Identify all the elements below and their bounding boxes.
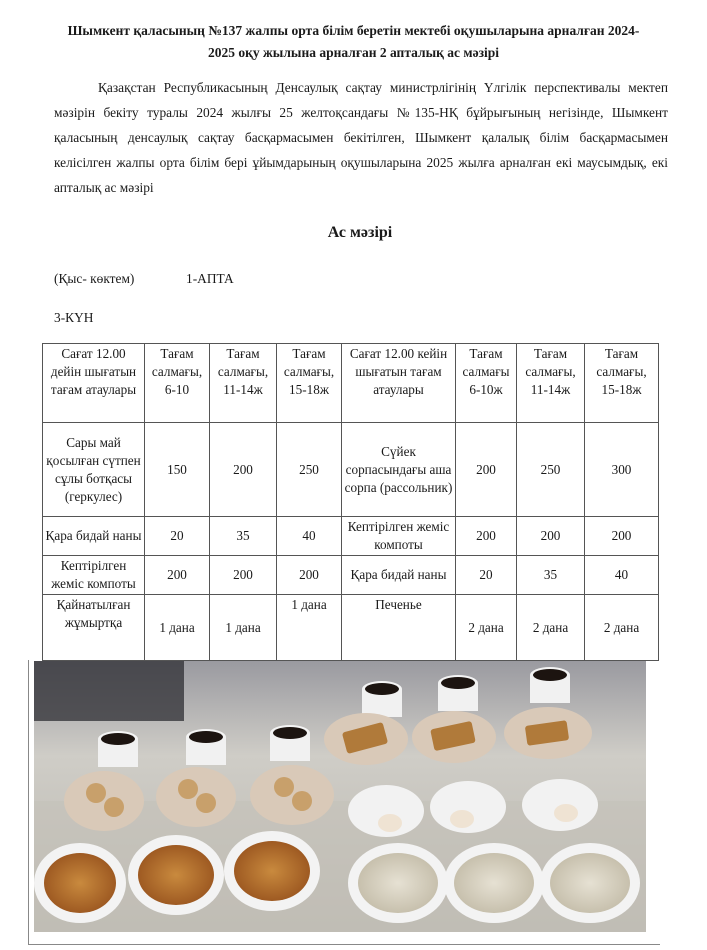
table-row <box>43 423 659 517</box>
table-cell: 20 <box>145 517 210 556</box>
table-cell: 200 <box>517 517 585 556</box>
meal-photo-illustration <box>34 661 646 932</box>
table-cell: Қайнатылған жұмыртқа <box>43 595 145 661</box>
table-cell: 20 <box>456 556 517 595</box>
table-cell: 40 <box>277 517 342 556</box>
table-cell: 1 дана <box>145 595 210 661</box>
table-cell: Қара бидай наны <box>43 517 145 556</box>
table-cell: Кептірілген жеміс компоты <box>43 556 145 595</box>
table-cell: 35 <box>210 517 277 556</box>
meal-photo <box>34 661 646 932</box>
table-row <box>43 595 659 661</box>
table-header-row <box>43 344 659 423</box>
document-title <box>40 20 667 64</box>
table-cell: 2 дана <box>456 595 517 661</box>
intro-paragraph: Қазақстан Республикасының Денсаулық сақтау министрлігінің Үлгілік перспективалы мектеп мәзірін бекіту туралы 2024 жылғы 25 желтоқсандағы №135-НҚ бұйрығының негізінде, Шымкент қаласының денсаулық сақтау басқармасымен бекітілген, Шымкент қалалық білім басқармасымен келісілген жалпы орта білім бері ұйымдарының оқушыларына 2025 жылға арналған екі маусымдық, екі апталық ас мәзірі <box>54 80 668 195</box>
menu-heading: Ас мәзірі <box>327 224 393 241</box>
table-cell: Қара бидай наны <box>342 556 456 595</box>
table-cell: 1 дана <box>277 595 342 661</box>
table-cell: 200 <box>210 556 277 595</box>
title-line-2: 2025 оқу жылына арналған 2 апталық ас мәзірі <box>207 45 500 60</box>
table-cell: 200 <box>277 556 342 595</box>
table-cell: 1 дана <box>210 595 277 661</box>
table-cell: 200 <box>210 423 277 517</box>
porridge-bowls <box>348 843 640 923</box>
table-cell: 35 <box>517 556 585 595</box>
table-cell: Сары май қосылған сүтпен сұлы ботқасы (геркулес) <box>43 423 145 517</box>
season-label: (Қыс- көктем) <box>54 271 135 286</box>
header-cell: Сағат 12.00 кейін шығатын тағам атаулары <box>342 344 456 423</box>
page-border-left <box>28 660 29 945</box>
header-cell: Тағам салмағы, 11-14ж <box>517 344 585 423</box>
soup-bowls <box>34 831 320 923</box>
table-cell: 200 <box>456 423 517 517</box>
page-border-bottom <box>28 944 660 945</box>
table-cell: 40 <box>585 556 659 595</box>
table-cell: 250 <box>517 423 585 517</box>
table-cell: 200 <box>585 517 659 556</box>
day-label: 3-КҮН <box>54 310 94 325</box>
egg-plates <box>348 779 598 837</box>
header-cell: Тағам салмағы, 6-10 <box>145 344 210 423</box>
table-cell: 200 <box>145 556 210 595</box>
table-row <box>43 556 659 595</box>
bread-baskets <box>324 707 592 765</box>
table-cell: Кептірілген жеміс компоты <box>342 517 456 556</box>
table-cell: 200 <box>456 517 517 556</box>
table-cell: Сүйек сорпасындағы аша сорпа (рассольник) <box>342 423 456 517</box>
table-cell: 250 <box>277 423 342 517</box>
table-row <box>43 517 659 556</box>
header-cell: Тағам салмағы, 11-14ж <box>210 344 277 423</box>
table-cell: 2 дана <box>517 595 585 661</box>
header-cell: Тағам салмағы, 15-18ж <box>585 344 659 423</box>
cookie-baskets <box>64 765 334 831</box>
header-cell: Тағам салмағы 6-10ж <box>456 344 517 423</box>
week-label: 1-АПТА <box>186 271 234 286</box>
header-cell: Тағам салмағы, 15-18ж <box>277 344 342 423</box>
table-cell: Печенье <box>342 595 456 661</box>
dark-top-left <box>34 661 184 721</box>
table-cell: 150 <box>145 423 210 517</box>
table-cell: 2 дана <box>585 595 659 661</box>
menu-table <box>42 343 659 661</box>
title-line-1: Шымкент қаласының №137 жалпы орта білім беретін мектебі оқушыларына арналған 2024- <box>67 23 640 38</box>
header-cell: Сағат 12.00 дейін шығатын тағам атаулары <box>43 344 145 423</box>
table-cell: 300 <box>585 423 659 517</box>
